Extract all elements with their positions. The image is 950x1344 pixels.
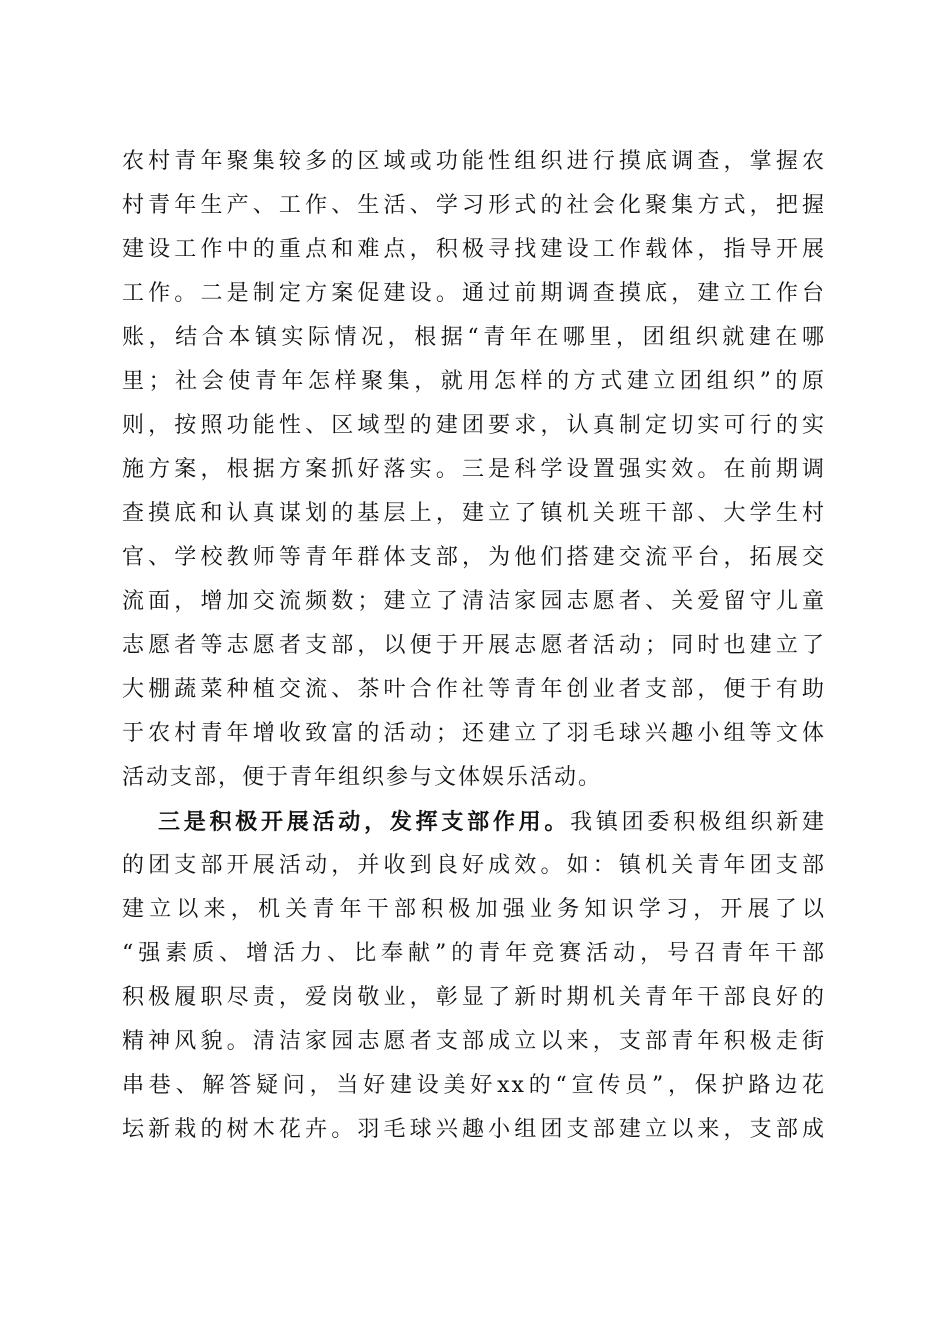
text-line: 里；社会使青年怎样聚集，就用怎样的方式建立团组织”的原 — [122, 369, 826, 394]
text-line: 村青年生产、工作、生活、学习形式的社会化聚集方式，把握 — [122, 193, 826, 218]
text-line: 账，结合本镇实际情况，根据“青年在哪里，团组织就建在哪 — [122, 325, 826, 350]
text-line: 官、学校教师等青年群体支部，为他们搭建交流平台，拓展交 — [122, 545, 826, 570]
paragraph-1 — [122, 140, 826, 800]
text-line: 查摸底和认真谋划的基层上，建立了镇机关班干部、大学生村 — [122, 501, 826, 526]
text-line: 施方案，根据方案抓好落实。三是科学设置强实效。在前期调 — [122, 457, 826, 482]
paragraph-2-first-line — [122, 800, 826, 844]
text-line: 农村青年聚集较多的区域或功能性组织进行摸底调查，掌握农 — [122, 149, 826, 174]
text-line: 则，按照功能性、区域型的建团要求，认真制定切实可行的实 — [122, 413, 826, 438]
text-line: “强素质、增活力、比奉献”的青年竞赛活动，号召青年干部 — [122, 941, 826, 966]
text-line: 串巷、解答疑问，当好建设美好xx的“宣传员”，保护路边花 — [122, 1073, 826, 1098]
text-line: 活动支部，便于青年组织参与文体娱乐活动。 — [122, 765, 603, 790]
text-line: 建立以来，机关青年干部积极加强业务知识学习，开展了以 — [122, 897, 826, 922]
text-line: 流面，增加交流频数；建立了清洁家园志愿者、关爱留守儿童 — [122, 589, 826, 614]
text-line: 坛新栽的树木花卉。羽毛球兴趣小组团支部建立以来，支部成 — [122, 1117, 826, 1142]
text-run: 我镇团委积极组织新建 — [570, 810, 826, 835]
text-line: 大棚蔬菜种植交流、茶叶合作社等青年创业者支部，便于有助 — [122, 677, 826, 702]
text-line: 建设工作中的重点和难点，积极寻找建设工作载体，指导开展 — [122, 237, 826, 262]
text-line: 的团支部开展活动，并收到良好成效。如：镇机关青年团支部 — [122, 853, 826, 878]
text-line: 工作。二是制定方案促建设。通过前期调查摸底，建立工作台 — [122, 281, 826, 306]
text-line: 于农村青年增收致富的活动；还建立了羽毛球兴趣小组等文体 — [122, 721, 826, 746]
body-text — [122, 140, 826, 1152]
paragraph-2 — [122, 800, 826, 1152]
section-heading: 三是积极开展活动，发挥支部作用。 — [158, 809, 571, 835]
text-line: 积极履职尽责，爱岗敬业，彰显了新时期机关青年干部良好的 — [122, 985, 826, 1010]
text-line: 精神风貌。清洁家园志愿者支部成立以来，支部青年积极走街 — [122, 1029, 826, 1054]
text-line: 志愿者等志愿者支部，以便于开展志愿者活动；同时也建立了 — [122, 633, 826, 658]
